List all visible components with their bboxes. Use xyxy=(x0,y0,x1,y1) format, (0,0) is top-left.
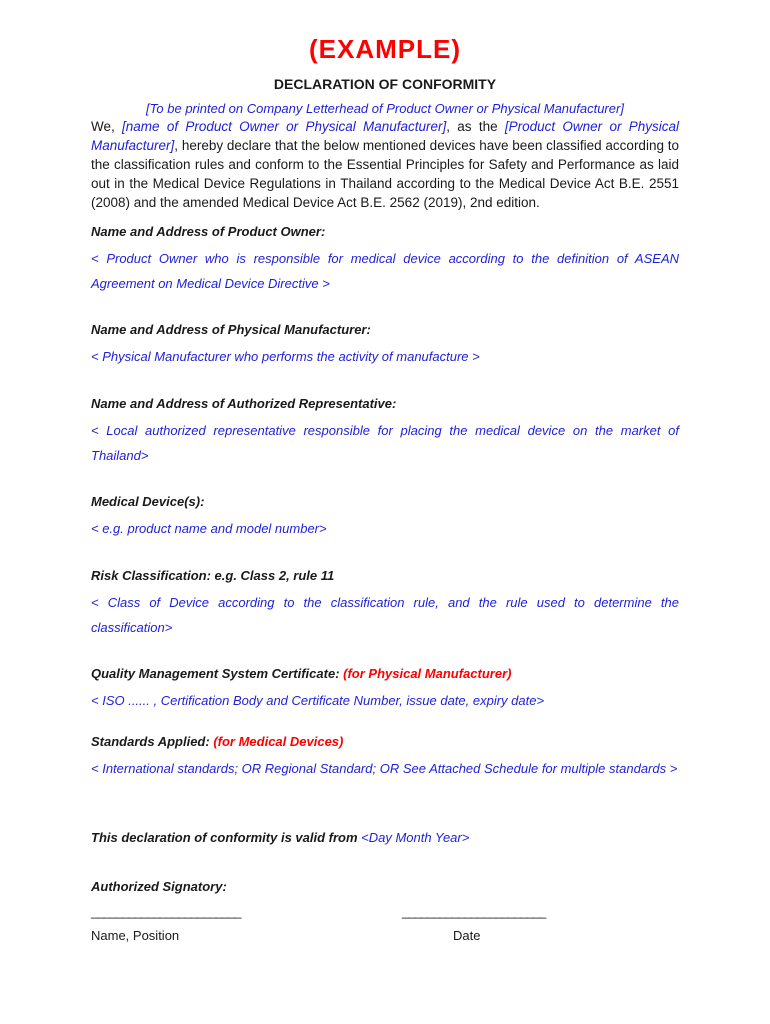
qms-heading-note: (for Physical Manufacturer) xyxy=(343,666,512,681)
section-authorized-rep xyxy=(91,394,679,468)
standards-heading-text: Standards Applied: xyxy=(91,734,214,749)
section-medical-devices xyxy=(91,492,679,541)
section-signatory xyxy=(91,877,679,897)
authorized-rep-heading: Name and Address of Authorized Representative: xyxy=(91,396,397,411)
qms-certificate-heading xyxy=(91,664,679,684)
section-risk-classification xyxy=(91,566,679,640)
risk-classification-heading: Risk Classification: e.g. Class 2, rule 11 xyxy=(91,568,335,583)
product-owner-heading: Name and Address of Product Owner: xyxy=(91,224,326,239)
document-title: DECLARATION OF CONFORMITY xyxy=(273,76,497,92)
validity-heading-text: This declaration of conformity is valid from xyxy=(91,830,362,845)
letterhead-note: [To be printed on Company Letterhead of Product Owner or Physical Manufacturer] xyxy=(146,101,624,116)
validity-heading xyxy=(91,828,679,848)
name-signature-line: ________________________ xyxy=(91,904,241,919)
section-physical-manufacturer xyxy=(91,320,679,369)
risk-classification-body: < Class of Device according to the classification rule, and the rule used to determine the classification> xyxy=(91,595,679,635)
section-qms-certificate xyxy=(91,664,679,713)
section-standards xyxy=(91,732,679,781)
date-signature-line: _______________________ xyxy=(402,904,546,919)
section-product-owner xyxy=(91,222,679,296)
physical-manufacturer-heading: Name and Address of Physical Manufacturer: xyxy=(91,322,371,337)
authorized-rep-body: < Local authorized representative responsible for placing the medical device on the market of Thailand> xyxy=(91,423,679,463)
intro-paragraph xyxy=(91,117,679,212)
standards-body: < International standards; OR Regional Standard; OR See Attached Schedule for multiple standards > xyxy=(91,761,678,776)
section-validity xyxy=(91,828,679,848)
qms-heading-text: Quality Management System Certificate: xyxy=(91,666,344,681)
validity-date-placeholder: <Day Month Year> xyxy=(361,830,470,845)
date-label: Date xyxy=(453,928,481,943)
standards-heading-note: (for Medical Devices) xyxy=(213,734,344,749)
product-owner-body: < Product Owner who is responsible for medical device according to the definition of ASEAN Agreement on Medical Device Directive > xyxy=(91,251,679,291)
name-position-label: Name, Position xyxy=(91,928,180,943)
role-placeholder: [Product Owner or Physical Manufacturer] xyxy=(91,119,679,153)
example-stamp: (EXAMPLE) xyxy=(309,34,461,64)
physical-manufacturer-body: < Physical Manufacturer who performs the activity of manufacture > xyxy=(91,349,480,364)
owner-placeholder: [name of Product Owner or Physical Manufacturer] xyxy=(122,119,447,134)
intro-we: We, xyxy=(91,119,123,134)
standards-heading xyxy=(91,732,679,752)
signatory-heading: Authorized Signatory: xyxy=(91,879,227,894)
intro-declaration: , hereby declare that the below mentioned devices have been classified according to the classification rules and conform to the Essential Principles for Safety and Performance as laid out in the Medical Device Regulations in Thailand according to the Medical Device Act B.E. 2551 (2008) and the amended Medical Device Act B.E. 2562 (2019), 2nd edition. xyxy=(91,138,679,210)
qms-certificate-body: < ISO ...... , Certification Body and Certificate Number, issue date, expiry date> xyxy=(91,693,545,708)
intro-as-the: , as the xyxy=(446,119,505,134)
medical-devices-heading: Medical Device(s): xyxy=(91,494,205,509)
medical-devices-body: < e.g. product name and model number> xyxy=(91,521,327,536)
